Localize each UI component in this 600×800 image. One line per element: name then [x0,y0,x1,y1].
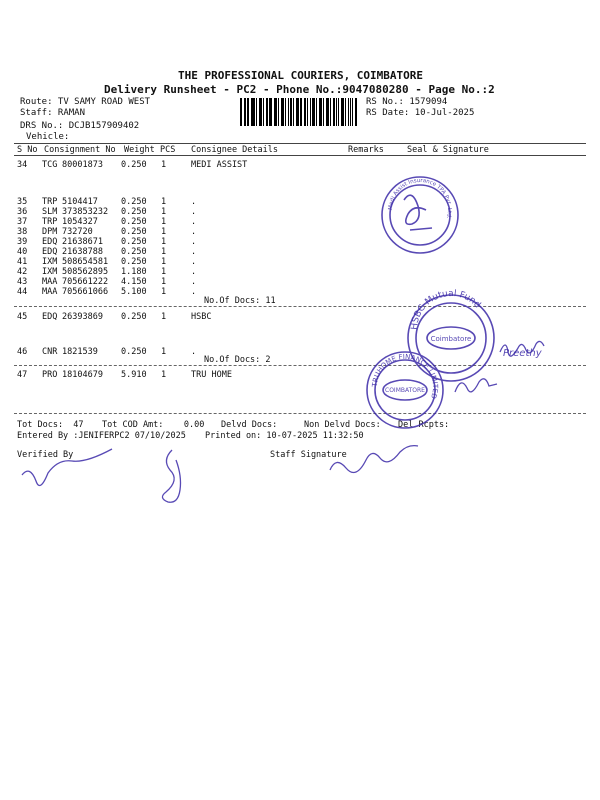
col-weight: Weight [124,145,155,155]
row-code: MAA [42,277,58,287]
row-sno: 43 [17,277,28,287]
row-sno: 36 [17,207,28,217]
row-code: IXM [42,257,58,267]
staff-signature [330,446,418,473]
row-details: . [191,237,197,247]
row-sno: 44 [17,287,28,297]
row-pcs: 1 [161,347,167,357]
receiver-signature-2 [455,379,497,392]
runsheet-subtitle: Delivery Runsheet - PC2 - Phone No.:9047080280 - Page No.:2 [104,83,495,96]
col-details: Consignee Details [191,145,278,155]
row-consignment-number: 1054327 [62,217,98,227]
row-sno: 39 [17,237,28,247]
stamp2-ring-text: HSBC Mutual Fund [409,288,483,331]
row-code: TRP [42,217,58,227]
row-pcs: 1 [161,312,167,322]
row-details: . [191,227,197,237]
row-consignment-number: 80001873 [62,160,103,170]
row-code: IXM [42,267,58,277]
row-details: . [191,247,197,257]
row-consignment-number: 705661066 [62,287,109,297]
row-details: . [191,277,197,287]
row-pcs: 1 [161,267,167,277]
entered-by: Entered By :JENIFERPC2 07/10/2025 [17,431,186,441]
row-sno: 38 [17,227,28,237]
row-details: MEDI ASSIST [191,160,248,170]
row-consignment-number: 26393869 [62,312,103,322]
row-details: HSBC [191,312,212,322]
row-code: DPM [42,227,58,237]
row-details: . [191,267,197,277]
row-sno: 42 [17,267,28,277]
non-delivered-docs: Non Delvd Docs: [304,420,381,430]
row-pcs: 1 [161,197,167,207]
row-weight: 0.250 [121,237,147,247]
total-docs: Tot Docs: 47 [17,420,84,430]
row-details: . [191,347,197,357]
row-sno: 35 [17,197,28,207]
company-title: THE PROFESSIONAL COURIERS, COIMBATORE [178,69,424,82]
row-pcs: 1 [161,257,167,267]
row-weight: 0.250 [121,197,147,207]
staff-signature-label: Staff Signature [270,450,347,460]
delivery-receipts: Del Rcpts: [398,420,450,430]
row-details: TRU HOME [191,370,232,380]
row-pcs: 1 [161,247,167,257]
col-remarks: Remarks [348,145,384,155]
row-consignment-number: 508562895 [62,267,109,277]
verified-by-signature [22,449,112,486]
vehicle: Vehicle: [26,132,70,142]
row-sno: 45 [17,312,28,322]
stamp3-center-text: COIMBATORE [385,387,425,394]
row-consignment-number: 5104417 [62,197,98,207]
row-consignment-number: 508654581 [62,257,109,267]
row-details: . [191,257,197,267]
row-consignment-number: 21638671 [62,237,103,247]
row-consignment-number: 1821539 [62,347,98,357]
col-consignment: Consignment No [44,145,116,155]
row-weight: 5.910 [121,370,147,380]
signature-name-text: Preethy [503,348,542,359]
row-code: TRP [42,197,58,207]
stamp1-text: Medi Assist Insurance TPA Pvt. Ltd. [387,177,453,220]
row-sno: 46 [17,347,28,357]
col-sno: S No [17,145,38,155]
row-weight: 0.250 [121,217,147,227]
row-details: . [191,217,197,227]
route: Route: TV SAMY ROAD WEST [20,97,151,107]
row-code: EDQ [42,247,58,257]
stamp2-center-text: Coimbatore [430,335,472,343]
row-code: EDQ [42,237,58,247]
row-weight: 0.250 [121,247,147,257]
row-code: CNR [42,347,58,357]
row-consignment-number: 18104679 [62,370,103,380]
printed-on: Printed on: 10-07-2025 11:32:50 [205,431,364,441]
row-weight: 0.250 [121,227,147,237]
row-weight: 0.250 [121,312,147,322]
staff: Staff: RAMAN [20,108,86,118]
row-pcs: 1 [161,237,167,247]
row-details: . [191,207,197,217]
row-sno: 34 [17,160,28,170]
group2-doc-count: No.Of Docs: 2 [204,355,271,365]
col-pcs: PCS [160,145,176,155]
row-weight: 0.250 [121,347,147,357]
row-consignment-number: 732720 [62,227,93,237]
total-cod: Tot COD Amt: 0.00 [102,420,205,430]
row-code: EDQ [42,312,58,322]
stamp3-ring-text: TRUHOME FINANCE LIMITED [370,352,440,400]
row-sno: 47 [17,370,28,380]
row-code: PRO [42,370,58,380]
row-weight: 0.250 [121,160,147,170]
row-weight: 1.180 [121,267,147,277]
row-code: TCG [42,160,58,170]
row-weight: 0.250 [121,207,147,217]
row-consignment-number: 705661222 [62,277,109,287]
delivered-docs: Delvd Docs: [221,420,278,430]
row-pcs: 1 [161,207,167,217]
row-pcs: 1 [161,287,167,297]
row-code: MAA [42,287,58,297]
rs-date: RS Date: 10-Jul-2025 [366,108,475,118]
rs-number: RS No.: 1579094 [366,97,448,107]
row-sno: 41 [17,257,28,267]
verifier-initial [162,450,180,502]
row-consignment-number: 373853232 [62,207,109,217]
row-details: . [191,197,197,207]
row-pcs: 1 [161,277,167,287]
row-pcs: 1 [161,370,167,380]
row-consignment-number: 21638788 [62,247,103,257]
row-pcs: 1 [161,160,167,170]
row-weight: 5.100 [121,287,147,297]
row-pcs: 1 [161,217,167,227]
drs-number: DRS No.: DCJB157909402 [20,121,140,131]
row-sno: 37 [17,217,28,227]
row-details: . [191,287,197,297]
row-code: SLM [42,207,58,217]
verified-by-label: Verified By [17,450,74,460]
row-pcs: 1 [161,227,167,237]
row-weight: 0.250 [121,257,147,267]
col-seal: Seal & Signature [407,145,489,155]
row-sno: 40 [17,247,28,257]
row-weight: 4.150 [121,277,147,287]
group1-doc-count: No.Of Docs: 11 [204,296,276,306]
